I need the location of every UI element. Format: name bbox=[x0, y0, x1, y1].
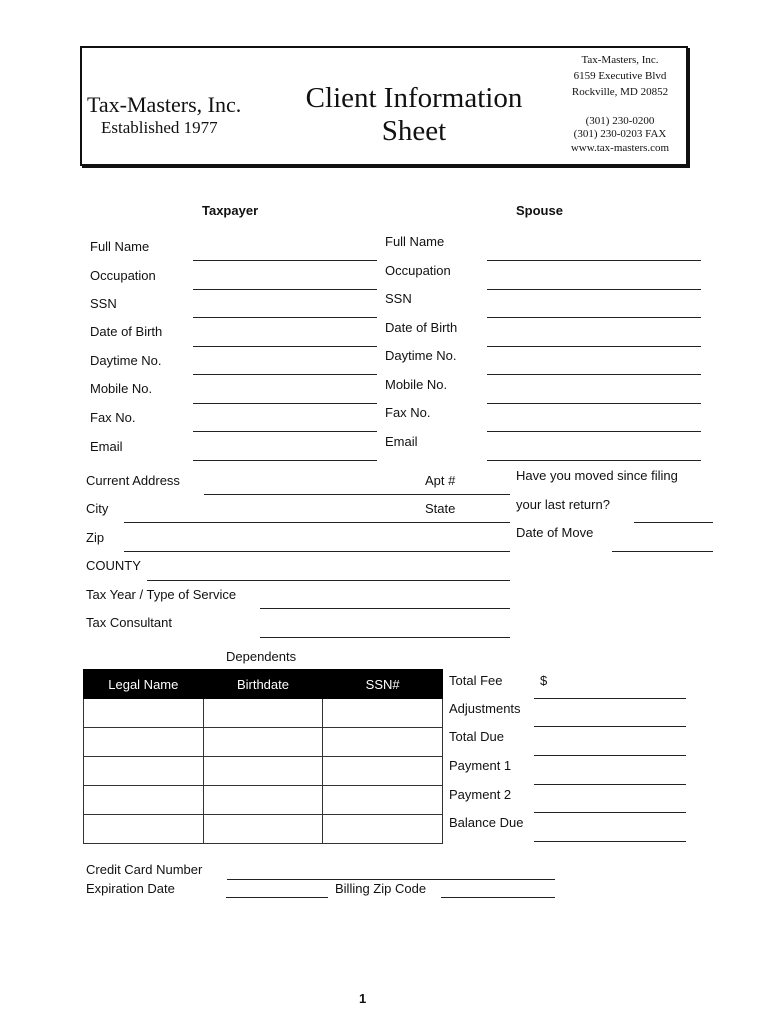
payment2-label: Payment 2 bbox=[449, 787, 512, 802]
adjustments-field[interactable] bbox=[534, 726, 686, 727]
adjustments-label: Adjustments bbox=[449, 701, 521, 716]
dependents-header-row bbox=[84, 670, 443, 699]
balance-due-label: Balance Due bbox=[449, 815, 524, 830]
taxpayer-full-name-field[interactable] bbox=[193, 260, 377, 261]
spouse-ssn-field[interactable] bbox=[487, 317, 701, 318]
taxpayer-occupation-field[interactable] bbox=[193, 289, 377, 290]
table-row bbox=[84, 815, 443, 844]
table-cell[interactable] bbox=[203, 699, 323, 728]
spouse-occupation-label: Occupation bbox=[385, 263, 451, 278]
current-address-field[interactable] bbox=[204, 494, 510, 495]
table-cell[interactable] bbox=[84, 699, 204, 728]
spouse-email-field[interactable] bbox=[487, 460, 701, 461]
total-fee-field[interactable] bbox=[534, 698, 686, 699]
table-cell[interactable] bbox=[84, 728, 204, 757]
moved-answer-field[interactable] bbox=[634, 522, 713, 523]
spouse-dob-label: Date of Birth bbox=[385, 320, 458, 335]
table-cell[interactable] bbox=[84, 815, 204, 844]
established-text: Established 1977 bbox=[101, 118, 218, 137]
state-label: State bbox=[425, 501, 456, 516]
legal-name-column-header: Legal Name bbox=[84, 670, 204, 699]
dependents-table bbox=[83, 669, 443, 844]
date-of-move-field[interactable] bbox=[612, 551, 713, 552]
taxpayer-email-field[interactable] bbox=[193, 460, 377, 461]
taxpayer-mobile-label: Mobile No. bbox=[90, 381, 153, 396]
spouse-occupation-field[interactable] bbox=[487, 289, 701, 290]
taxpayer-daytime-label: Daytime No. bbox=[90, 353, 162, 368]
contact-block bbox=[555, 52, 685, 156]
expiration-label: Expiration Date bbox=[86, 881, 175, 896]
table-cell[interactable] bbox=[323, 815, 443, 844]
contact-city: Rockville, MD 20852 bbox=[571, 86, 669, 98]
moved-question-line2: your last return? bbox=[516, 497, 610, 512]
city-field[interactable] bbox=[124, 522, 510, 523]
contact-website: www.tax-masters.com bbox=[570, 142, 670, 154]
table-cell[interactable] bbox=[203, 815, 323, 844]
spouse-daytime-label: Daytime No. bbox=[385, 348, 457, 363]
company-name: Tax-Masters, Inc. bbox=[87, 92, 242, 117]
total-due-field[interactable] bbox=[534, 755, 686, 756]
taxpayer-ssn-field[interactable] bbox=[193, 317, 377, 318]
spouse-daytime-field[interactable] bbox=[487, 374, 701, 375]
tax-year-field[interactable] bbox=[260, 608, 510, 609]
moved-question-line1: Have you moved since filing bbox=[516, 468, 678, 483]
spouse-mobile-label: Mobile No. bbox=[385, 377, 448, 392]
table-cell[interactable] bbox=[323, 699, 443, 728]
taxpayer-email-label: Email bbox=[90, 439, 123, 454]
spouse-mobile-field[interactable] bbox=[487, 403, 701, 404]
spouse-full-name-field[interactable] bbox=[487, 260, 701, 261]
table-row bbox=[84, 757, 443, 786]
contact-name: Tax-Masters, Inc. bbox=[581, 54, 659, 66]
zip-field[interactable] bbox=[124, 551, 510, 552]
city-label: City bbox=[86, 501, 109, 516]
spouse-email-label: Email bbox=[385, 434, 418, 449]
table-cell[interactable] bbox=[323, 728, 443, 757]
page-number: 1 bbox=[359, 991, 367, 1006]
taxpayer-ssn-label: SSN bbox=[90, 296, 117, 311]
spouse-full-name-label: Full Name bbox=[385, 234, 445, 249]
page-title bbox=[300, 82, 528, 148]
ssn-column-header: SSN# bbox=[323, 670, 443, 699]
apt-label: Apt # bbox=[425, 473, 456, 488]
table-cell[interactable] bbox=[203, 757, 323, 786]
taxpayer-heading: Taxpayer bbox=[202, 203, 259, 218]
tax-consultant-field[interactable] bbox=[260, 637, 510, 638]
taxpayer-fax-label: Fax No. bbox=[90, 410, 136, 425]
table-row bbox=[84, 786, 443, 815]
total-due-label: Total Due bbox=[449, 729, 504, 744]
contact-fax: (301) 230-0203 FAX bbox=[573, 128, 667, 140]
credit-card-field[interactable] bbox=[227, 879, 555, 880]
tax-consultant-label: Tax Consultant bbox=[86, 615, 172, 630]
payment1-field[interactable] bbox=[534, 784, 686, 785]
balance-due-field[interactable] bbox=[534, 841, 686, 842]
taxpayer-full-name-label: Full Name bbox=[90, 239, 150, 254]
county-field[interactable] bbox=[147, 580, 510, 581]
taxpayer-mobile-field[interactable] bbox=[193, 403, 377, 404]
payment1-label: Payment 1 bbox=[449, 758, 512, 773]
spouse-fax-label: Fax No. bbox=[385, 405, 431, 420]
spouse-dob-field[interactable] bbox=[487, 346, 701, 347]
county-label: COUNTY bbox=[86, 558, 141, 573]
total-fee-label: Total Fee bbox=[449, 673, 503, 688]
taxpayer-occupation-label: Occupation bbox=[90, 268, 156, 283]
billing-zip-field[interactable] bbox=[441, 897, 555, 898]
credit-card-label: Credit Card Number bbox=[86, 862, 203, 877]
taxpayer-daytime-field[interactable] bbox=[193, 374, 377, 375]
dependents-title: Dependents bbox=[226, 649, 297, 664]
tax-year-label: Tax Year / Type of Service bbox=[86, 587, 237, 602]
currency-symbol: $ bbox=[540, 673, 548, 688]
taxpayer-dob-label: Date of Birth bbox=[90, 324, 163, 339]
date-of-move-label: Date of Move bbox=[516, 525, 594, 540]
page-title-line2: Sheet bbox=[381, 115, 447, 147]
table-cell[interactable] bbox=[203, 728, 323, 757]
spouse-heading: Spouse bbox=[516, 203, 563, 218]
table-cell[interactable] bbox=[203, 786, 323, 815]
taxpayer-fax-field[interactable] bbox=[193, 431, 377, 432]
billing-zip-label: Billing Zip Code bbox=[335, 881, 427, 896]
contact-phone: (301) 230-0200 bbox=[585, 115, 655, 127]
expiration-field[interactable] bbox=[226, 897, 328, 898]
contact-street: 6159 Executive Blvd bbox=[573, 70, 667, 82]
table-cell[interactable] bbox=[84, 757, 204, 786]
page-title-line1: Client Information bbox=[305, 82, 523, 114]
table-row bbox=[84, 699, 443, 728]
birthdate-column-header: Birthdate bbox=[203, 670, 323, 699]
table-cell[interactable] bbox=[323, 786, 443, 815]
payment2-field[interactable] bbox=[534, 812, 686, 813]
spouse-fax-field[interactable] bbox=[487, 431, 701, 432]
table-cell[interactable] bbox=[323, 757, 443, 786]
spouse-ssn-label: SSN bbox=[385, 291, 412, 306]
taxpayer-dob-field[interactable] bbox=[193, 346, 377, 347]
zip-label: Zip bbox=[86, 530, 105, 545]
current-address-label: Current Address bbox=[86, 473, 180, 488]
table-row bbox=[84, 728, 443, 757]
table-cell[interactable] bbox=[84, 786, 204, 815]
